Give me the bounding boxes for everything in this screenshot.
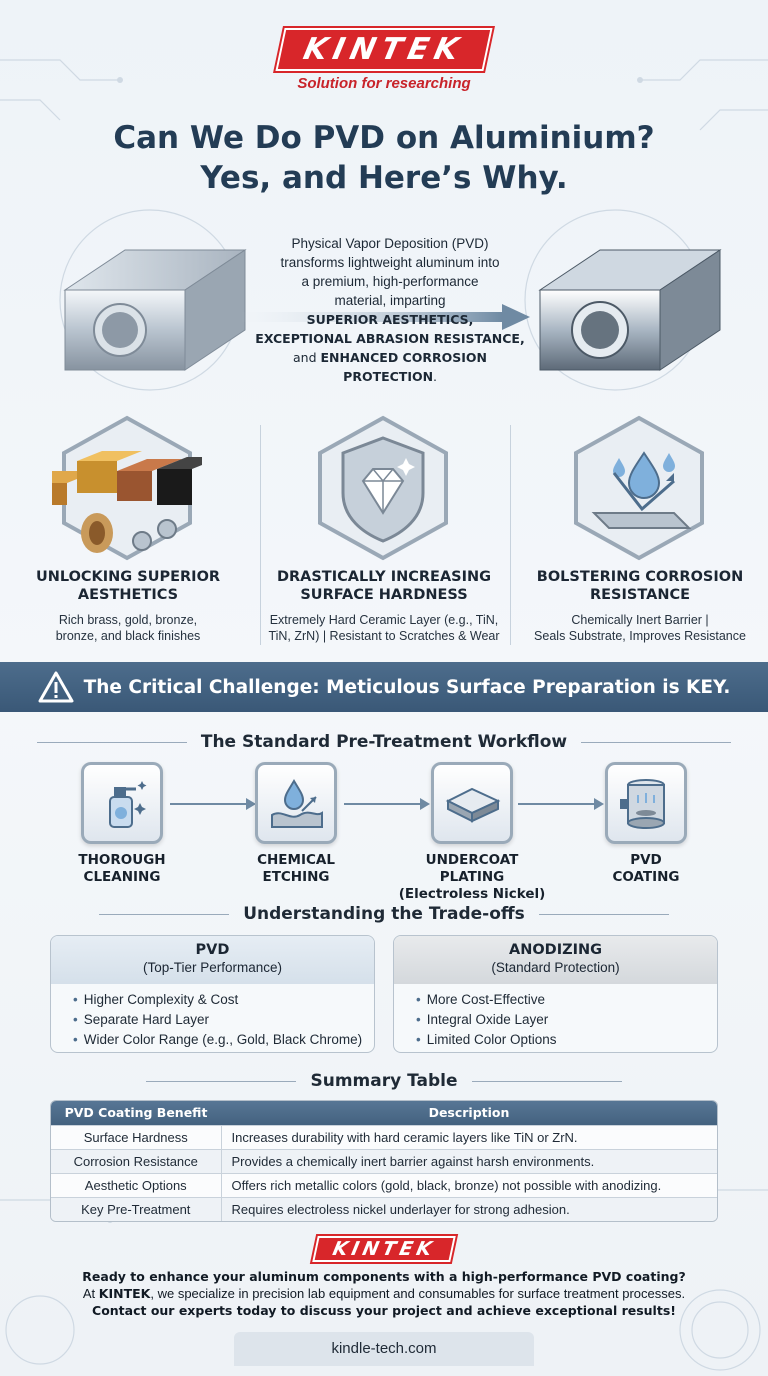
pvd-tradeoff-card: PVD (Top-Tier Performance) • Higher Complexity & Cost • Separate Hard Layer • Wider Color Range (e.g., Gold, Black Chrome) (50, 935, 375, 1053)
summary-heading: Summary Table (0, 1071, 768, 1091)
table-row: Surface Hardness Increases durability with hard ceramic layers like TiN or ZrN. (51, 1125, 717, 1149)
vacuum-chamber-icon (616, 773, 676, 833)
footer-logo (0, 1236, 768, 1262)
list-item: • Higher Complexity & Cost (73, 990, 374, 1010)
anodizing-tradeoff-card: ANODIZING (Standard Protection) • More Cost-Effective • Integral Oxide Layer • Limited Color Options (393, 935, 718, 1053)
raw-aluminum-profile-icon (55, 230, 255, 380)
plated-layer-icon (442, 773, 502, 833)
coated-aluminum-profile-icon (530, 230, 730, 380)
anodizing-tradeoff-list (394, 984, 717, 1050)
step-cleaning: THOROUGH CLEANING (42, 762, 202, 886)
benefit-corrosion: BOLSTERING CORROSION RESISTANCE Chemically Inert Barrier | Seals Substrate, Improves Resistance (512, 405, 768, 655)
etching-drop-icon (266, 773, 326, 833)
kintek-logo: KINTEK (312, 1236, 456, 1262)
intro-section (0, 220, 768, 390)
benefit-aesthetics: UNLOCKING SUPERIOR AESTHETICS Rich brass, gold, bronze, bronze, and black finishes (0, 405, 256, 655)
workflow-steps (0, 762, 768, 902)
table-row: Corrosion Resistance Provides a chemically inert barrier against harsh environments. (51, 1149, 717, 1173)
benefit-hardness: DRASTICALLY INCREASING SURFACE HARDNESS Extremely Hard Ceramic Layer (e.g., TiN, TiN, ZrN) | Resistant to Scratches & Wear (256, 405, 512, 655)
kintek-logo: KINTEK (276, 28, 493, 71)
water-drop-barrier-icon (564, 413, 714, 563)
list-item: • Integral Oxide Layer (416, 1010, 717, 1030)
intro-text: Physical Vapor Deposition (PVD) transforms lightweight aluminum into a premium, high-performance material, imparting SUPERIOR AESTHETICS, EXCEPTIONAL ABRASION RESISTANCE, and ENHANCED CORROSION PROTECTION. (255, 236, 525, 384)
list-item: • Separate Hard Layer (73, 1010, 374, 1030)
list-item: • More Cost-Effective (416, 990, 717, 1010)
warning-icon (38, 671, 74, 703)
step-etching: CHEMICAL ETCHING (216, 762, 376, 886)
page-title: Can We Do PVD on Aluminium? Yes, and Here’s Why. (113, 120, 655, 196)
column-header: PVD Coating Benefit (51, 1101, 221, 1125)
benefit-divider (510, 425, 511, 645)
spray-bottle-icon (92, 773, 152, 833)
table-row: Key Pre-Treatment Requires electroless nickel underlayer for strong adhesion. (51, 1197, 717, 1221)
step-undercoat: UNDERCOAT PLATING (Electroless Nickel) (392, 762, 552, 903)
tradeoffs-heading: Understanding the Trade-offs (0, 904, 768, 924)
benefits-section (0, 405, 768, 655)
call-to-action: Ready to enhance your aluminum components with a high-performance PVD coating? At KINTEK, we specialize in precision lab equipment and consumables for surface treatment processes. Contact our experts today to discuss your project and achieve exceptional results! (82, 1269, 686, 1318)
challenge-banner: The Critical Challenge: Meticulous Surface Preparation is KEY. (0, 662, 768, 712)
pvd-tradeoff-list (51, 984, 374, 1050)
website-link[interactable]: kindle-tech.com (234, 1332, 534, 1366)
column-header: Description (221, 1101, 717, 1125)
header-logo (0, 28, 768, 92)
workflow-heading: The Standard Pre-Treatment Workflow (0, 732, 768, 752)
list-item: • Wider Color Range (e.g., Gold, Black Chrome) (73, 1030, 374, 1050)
summary-table (50, 1100, 718, 1222)
diamond-shield-icon (308, 413, 458, 563)
logo-tagline: Solution for researching (297, 75, 471, 92)
table-row: Aesthetic Options Offers rich metallic colors (gold, black, bronze) not possible with anodizing. (51, 1173, 717, 1197)
list-item: • Limited Color Options (416, 1030, 717, 1050)
colored-profiles-icon (52, 413, 202, 563)
step-pvd-coating: PVD COATING (566, 762, 726, 886)
